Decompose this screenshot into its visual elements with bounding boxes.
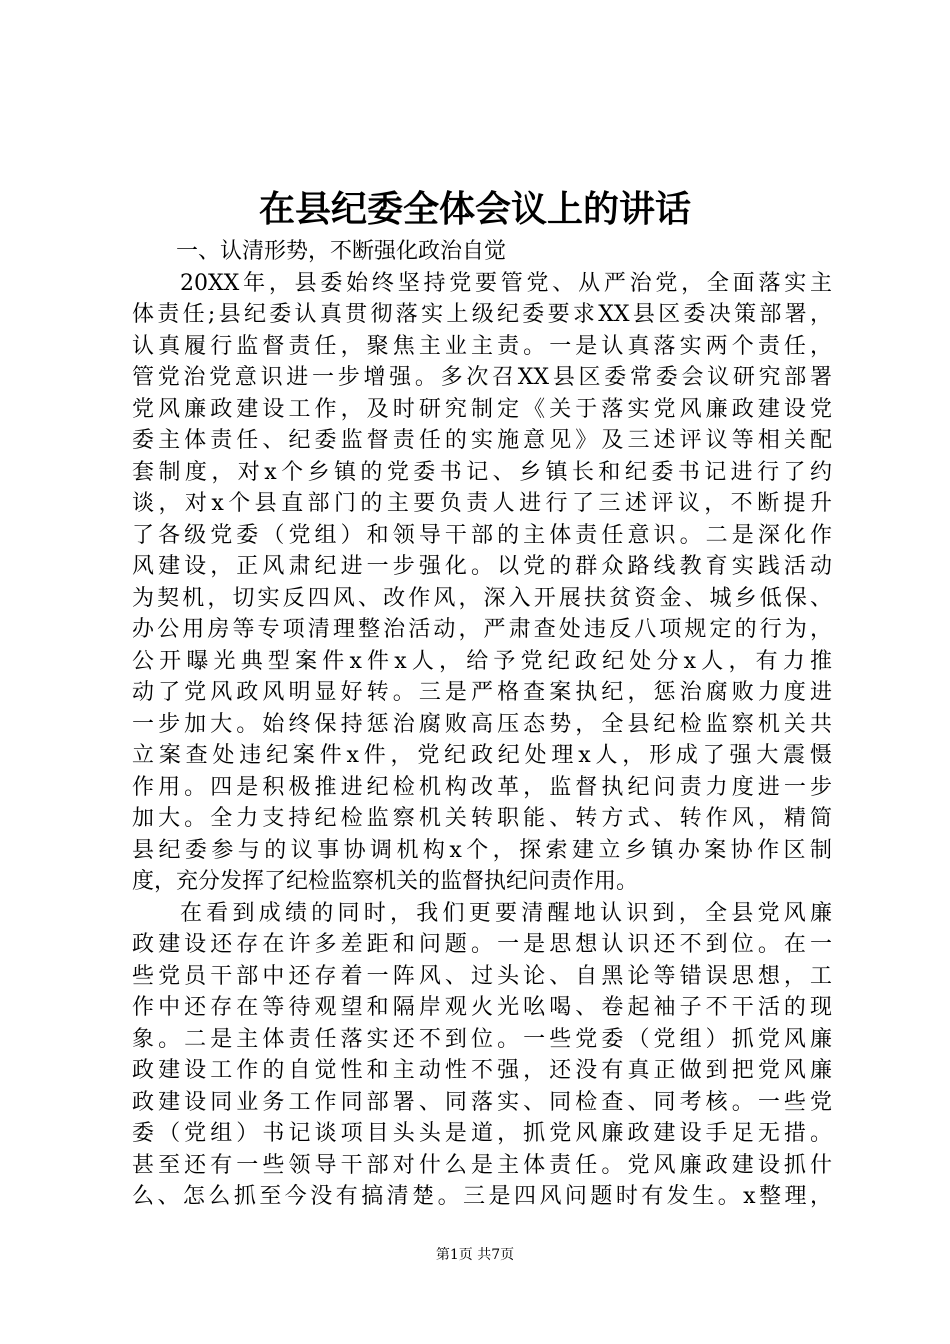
- text-line: 在看到成绩的同时，我们更要清醒地认识到，全县党风廉: [180, 900, 832, 926]
- text-line: 办公用房等专项清理整治活动，严肃查处违反八项规定的行为，: [132, 617, 832, 642]
- text-line: 了各级党委（党组）和领导干部的主体责任意识。二是深化作: [132, 522, 832, 548]
- text-line: 甚至还有一些领导干部对什么是主体责任。党风廉政建设抓什: [132, 1152, 832, 1178]
- text-line: 政建设工作的自觉性和主动性不强，还没有真正做到把党风廉: [132, 1058, 832, 1083]
- paragraph-2: [132, 898, 832, 1213]
- text-line: 20XX年，县委始终坚持党要管党、从严治党，全面落实主: [180, 270, 832, 296]
- text-line: 委（党组）书记谈项目头头是道，抓党风廉政建设手足无措。: [132, 1121, 832, 1146]
- text-line: 体责任;县纪委认真贯彻落实上级纪委要求XX县区委决策部署，: [132, 302, 832, 327]
- text-line: 政建设同业务工作同部署、同落实、同检查、同考核。一些党: [132, 1089, 832, 1115]
- text-line: 为契机，切实反四风、改作风，深入开展扶贫资金、城乡低保、: [132, 585, 832, 611]
- text-line: 政建设还存在许多差距和问题。一是思想认识还不到位。在一: [132, 932, 832, 957]
- text-line: 动了党风政风明显好转。三是严格查案执纪，惩治腐败力度进: [132, 680, 832, 705]
- text-line: 套制度，对x个乡镇的党委书记、乡镇长和纪委书记进行了约: [132, 459, 832, 485]
- paragraph-1: [132, 268, 832, 898]
- text-line: 县纪委参与的议事协调机构x个，探索建立乡镇办案协作区制: [132, 837, 832, 863]
- document-title: 在县纪委全体会议上的讲话: [258, 188, 691, 230]
- text-line: 作中还存在等待观望和隔岸观火光吆喝、卷起袖子不干活的现: [132, 995, 832, 1020]
- text-line: 谈，对x个县直部门的主要负责人进行了三述评议，不断提升: [132, 491, 832, 516]
- document-body: [132, 236, 832, 1213]
- text-line: 公开曝光典型案件x件x人，给予党纪政纪处分x人，有力推: [132, 648, 832, 674]
- text-line: 风建设，正风肃纪进一步强化。以党的群众路线教育实践活动: [132, 554, 832, 579]
- text-line: 认真履行监督责任，聚焦主业主责。一是认真落实两个责任，: [132, 333, 832, 359]
- text-line: 管党治党意识进一步增强。多次召XX县区委常委会议研究部署: [132, 365, 832, 390]
- text-line: 委主体责任、纪委监督责任的实施意见》及三述评议等相关配: [132, 428, 832, 453]
- page-number: 第1页 共7页: [435, 1247, 515, 1263]
- section-heading: 一、认清形势，不断强化政治自觉: [176, 239, 507, 264]
- text-line: 些党员干部中还存着一阵风、过头论、自黑论等错误思想，工: [132, 963, 832, 989]
- text-line: 度，充分发挥了纪检监察机关的监督执纪问责作用。: [132, 869, 639, 894]
- text-line: 作用。四是积极推进纪检机构改革，监督执纪问责力度进一步: [132, 774, 832, 800]
- text-line: 象。二是主体责任落实还不到位。一些党委（党组）抓党风廉: [132, 1026, 832, 1052]
- text-line: 么、怎么抓至今没有搞清楚。三是四风问题时有发生。x整理，: [132, 1184, 832, 1209]
- text-line: 一步加大。始终保持惩治腐败高压态势，全县纪检监察机关共: [132, 711, 832, 737]
- text-line: 加大。全力支持纪检监察机关转职能、转方式、转作风，精简: [132, 806, 832, 831]
- text-line: 立案查处违纪案件x件，党纪政纪处理x人，形成了强大震慑: [132, 743, 832, 768]
- text-line: 党风廉政建设工作，及时研究制定《关于落实党风廉政建设党: [132, 396, 832, 422]
